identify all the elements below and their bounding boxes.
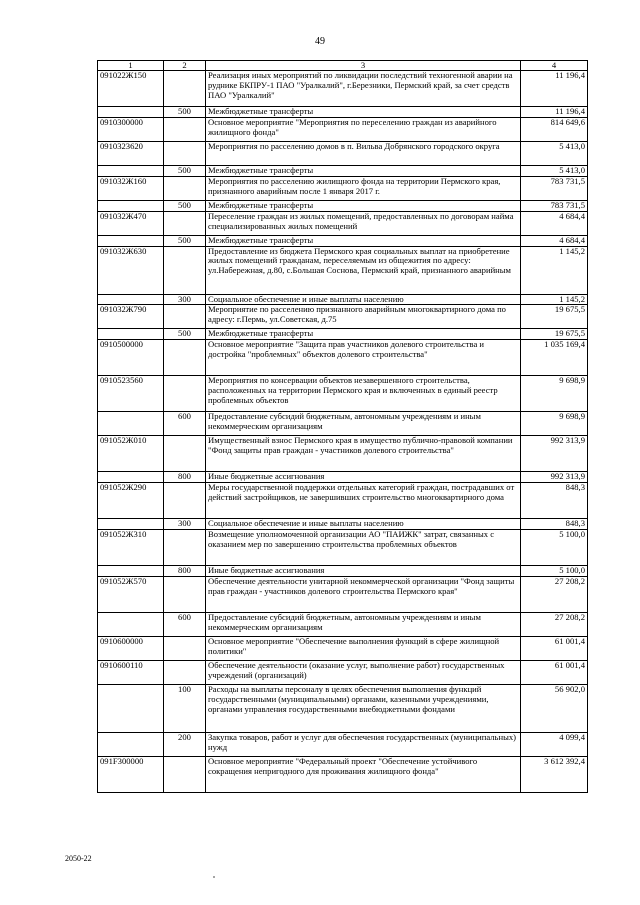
table-row bbox=[98, 71, 588, 107]
row-code: 0910523560 bbox=[98, 376, 164, 412]
row-amount: 848,3 bbox=[521, 483, 588, 519]
row-description: Мероприятия по расселению жилищного фонда на территории Пермского края, признанного аварийным после 1 января 2017 г. bbox=[206, 176, 521, 200]
row-code bbox=[98, 412, 164, 436]
table-row bbox=[98, 612, 588, 636]
row-expense-type bbox=[164, 71, 206, 107]
row-amount: 4 099,4 bbox=[521, 732, 588, 756]
row-expense-type bbox=[164, 436, 206, 472]
budget-table bbox=[97, 60, 588, 793]
row-code: 0910323620 bbox=[98, 141, 164, 165]
row-expense-type bbox=[164, 576, 206, 612]
row-code: 091052Ж570 bbox=[98, 576, 164, 612]
row-expense-type bbox=[164, 176, 206, 200]
row-amount: 783 731,5 bbox=[521, 176, 588, 200]
table-row bbox=[98, 329, 588, 340]
row-expense-type bbox=[164, 305, 206, 329]
table-row bbox=[98, 756, 588, 792]
row-amount: 783 731,5 bbox=[521, 200, 588, 211]
table-row bbox=[98, 246, 588, 294]
row-amount: 56 902,0 bbox=[521, 684, 588, 732]
row-code: 091032Ж470 bbox=[98, 211, 164, 235]
row-expense-type: 500 bbox=[164, 165, 206, 176]
table-row bbox=[98, 412, 588, 436]
table-row bbox=[98, 294, 588, 305]
row-code bbox=[98, 684, 164, 732]
row-amount: 992 313,9 bbox=[521, 472, 588, 483]
row-code bbox=[98, 107, 164, 118]
table-row bbox=[98, 235, 588, 246]
header-col-2: 2 bbox=[164, 61, 206, 71]
row-expense-type: 600 bbox=[164, 612, 206, 636]
row-expense-type: 500 bbox=[164, 329, 206, 340]
row-description: Мероприятие по расселению признанного аварийным многоквартирного дома по адресу: г.Пермь, ул.Советская, д.75 bbox=[206, 305, 521, 329]
row-description: Обеспечение деятельности (оказание услуг, выполнение работ) государственных учреждений (организаций) bbox=[206, 660, 521, 684]
row-code: 091052Ж010 bbox=[98, 436, 164, 472]
row-description: Межбюджетные трансферты bbox=[206, 235, 521, 246]
row-description: Обеспечение деятельности унитарной некоммерческой организации "Фонд защиты прав граждан - участников долевого строительства Пермского края" bbox=[206, 576, 521, 612]
row-amount: 11 196,4 bbox=[521, 71, 588, 107]
row-code bbox=[98, 200, 164, 211]
row-description: Основное мероприятие "Обеспечение выполнения функций в сфере жилищной политики" bbox=[206, 636, 521, 660]
table-row bbox=[98, 305, 588, 329]
row-description: Социальное обеспечение и иные выплаты населению bbox=[206, 294, 521, 305]
row-code bbox=[98, 329, 164, 340]
row-expense-type: 500 bbox=[164, 235, 206, 246]
header-col-3: 3 bbox=[206, 61, 521, 71]
row-expense-type bbox=[164, 483, 206, 519]
row-description: Основное мероприятие "Мероприятия по переселению граждан из аварийного жилищного фонда" bbox=[206, 117, 521, 141]
row-description: Предоставление из бюджета Пермского края социальных выплат на приобретение жилых помещений гражданам, переселяемым из общежития по адресу: ул.Набережная, д.80, с.Большая Соснова, Пермский край, признанного аварийным bbox=[206, 246, 521, 294]
table-body bbox=[98, 71, 588, 793]
table-row bbox=[98, 483, 588, 519]
table-row bbox=[98, 176, 588, 200]
row-code bbox=[98, 566, 164, 577]
table-row bbox=[98, 636, 588, 660]
table-row bbox=[98, 376, 588, 412]
header-row bbox=[98, 61, 588, 71]
row-code: 091022Ж150 bbox=[98, 71, 164, 107]
row-description: Иные бюджетные ассигнования bbox=[206, 566, 521, 577]
row-description: Меры государственной поддержки отдельных категорий граждан, пострадавших от действий застройщиков, не завершивших строительство многоквартирного дома bbox=[206, 483, 521, 519]
row-expense-type: 500 bbox=[164, 200, 206, 211]
row-code: 091052Ж310 bbox=[98, 530, 164, 566]
row-amount: 5 100,0 bbox=[521, 566, 588, 577]
row-expense-type bbox=[164, 756, 206, 792]
row-amount: 5 413,0 bbox=[521, 141, 588, 165]
row-description: Социальное обеспечение и иные выплаты населению bbox=[206, 519, 521, 530]
row-expense-type bbox=[164, 530, 206, 566]
row-amount: 1 145,2 bbox=[521, 294, 588, 305]
table-row bbox=[98, 472, 588, 483]
row-description: Межбюджетные трансферты bbox=[206, 200, 521, 211]
row-expense-type bbox=[164, 636, 206, 660]
row-description: Основное мероприятие "Федеральный проект "Обеспечение устойчивого сокращения непригодного для проживания жилищного фонда" bbox=[206, 756, 521, 792]
table-row bbox=[98, 141, 588, 165]
row-amount: 5 413,0 bbox=[521, 165, 588, 176]
row-amount: 3 612 392,4 bbox=[521, 756, 588, 792]
row-description: Имущественный взнос Пермского края в имущество публично-правовой компании "Фонд защиты прав граждан - участников долевого строительства" bbox=[206, 436, 521, 472]
row-expense-type bbox=[164, 660, 206, 684]
row-amount: 4 684,4 bbox=[521, 211, 588, 235]
row-amount: 5 100,0 bbox=[521, 530, 588, 566]
row-amount: 848,3 bbox=[521, 519, 588, 530]
table-row bbox=[98, 684, 588, 732]
row-amount: 992 313,9 bbox=[521, 436, 588, 472]
row-amount: 814 649,6 bbox=[521, 117, 588, 141]
footer-code: 2050-22 bbox=[65, 854, 92, 863]
row-amount: 1 035 169,4 bbox=[521, 340, 588, 376]
page-number: 49 bbox=[315, 36, 325, 47]
table-row bbox=[98, 340, 588, 376]
row-code bbox=[98, 472, 164, 483]
row-amount: 19 675,5 bbox=[521, 305, 588, 329]
table-row bbox=[98, 519, 588, 530]
row-description: Реализация иных мероприятий по ликвидации последствий техногенной аварии на руднике БКПРУ-1 ПАО "Уралкалий", г.Березники, Пермский край, за счет средств ПАО "Уралкалий" bbox=[206, 71, 521, 107]
table-row bbox=[98, 576, 588, 612]
row-code: 091032Ж160 bbox=[98, 176, 164, 200]
row-description: Предоставление субсидий бюджетным, автономным учреждениям и иным некоммерческим организациям bbox=[206, 412, 521, 436]
row-code: 091F300000 bbox=[98, 756, 164, 792]
row-description: Предоставление субсидий бюджетным, автономным учреждениям и иным некоммерческим организациям bbox=[206, 612, 521, 636]
header-col-4: 4 bbox=[521, 61, 588, 71]
row-description: Основное мероприятие "Защита прав участников долевого строительства и достройка "проблемных" объектов долевого строительства" bbox=[206, 340, 521, 376]
row-amount: 9 698,9 bbox=[521, 376, 588, 412]
row-expense-type bbox=[164, 211, 206, 235]
row-expense-type bbox=[164, 376, 206, 412]
row-code: 091032Ж630 bbox=[98, 246, 164, 294]
table-row bbox=[98, 660, 588, 684]
row-amount: 61 001,4 bbox=[521, 660, 588, 684]
table-row bbox=[98, 530, 588, 566]
row-description: Мероприятия по консервации объектов незавершенного строительства, расположенных на территории Пермского края и включенных в единый реестр проблемных объектов bbox=[206, 376, 521, 412]
row-code: 0910600000 bbox=[98, 636, 164, 660]
row-amount: 61 001,4 bbox=[521, 636, 588, 660]
row-expense-type: 300 bbox=[164, 519, 206, 530]
table-row bbox=[98, 117, 588, 141]
row-amount: 27 208,2 bbox=[521, 612, 588, 636]
row-code bbox=[98, 294, 164, 305]
row-description: Расходы на выплаты персоналу в целях обеспечения выполнения функций государственными (муниципальными) органами, казенными учреждениями, органами управления государственными внебюджетными фондами bbox=[206, 684, 521, 732]
row-code: 0910500000 bbox=[98, 340, 164, 376]
row-expense-type: 200 bbox=[164, 732, 206, 756]
table-row bbox=[98, 436, 588, 472]
row-description: Закупка товаров, работ и услуг для обеспечения государственных (муниципальных) нужд bbox=[206, 732, 521, 756]
table-row bbox=[98, 107, 588, 118]
row-expense-type: 800 bbox=[164, 472, 206, 483]
row-amount: 4 684,4 bbox=[521, 235, 588, 246]
row-description: Переселение граждан из жилых помещений, предоставленных по договорам найма специализированных жилых помещений bbox=[206, 211, 521, 235]
row-code: 0910300000 bbox=[98, 117, 164, 141]
row-description: Межбюджетные трансферты bbox=[206, 107, 521, 118]
header-col-1: 1 bbox=[98, 61, 164, 71]
row-code bbox=[98, 165, 164, 176]
row-description: Межбюджетные трансферты bbox=[206, 165, 521, 176]
row-expense-type bbox=[164, 141, 206, 165]
table-row bbox=[98, 566, 588, 577]
row-amount: 1 145,2 bbox=[521, 246, 588, 294]
row-description: Возмещение уполномоченной организации АО "ПАИЖК" затрат, связанных с оказанием мер по завершению строительства проблемных объектов bbox=[206, 530, 521, 566]
row-expense-type: 300 bbox=[164, 294, 206, 305]
table-row bbox=[98, 732, 588, 756]
row-expense-type bbox=[164, 246, 206, 294]
row-expense-type: 600 bbox=[164, 412, 206, 436]
row-description: Межбюджетные трансферты bbox=[206, 329, 521, 340]
row-code: 091032Ж790 bbox=[98, 305, 164, 329]
row-amount: 27 208,2 bbox=[521, 576, 588, 612]
row-expense-type: 800 bbox=[164, 566, 206, 577]
row-code: 0910600110 bbox=[98, 660, 164, 684]
row-expense-type: 500 bbox=[164, 107, 206, 118]
row-amount: 11 196,4 bbox=[521, 107, 588, 118]
row-expense-type bbox=[164, 117, 206, 141]
table-row bbox=[98, 165, 588, 176]
row-expense-type: 100 bbox=[164, 684, 206, 732]
row-code bbox=[98, 612, 164, 636]
row-description: Иные бюджетные ассигнования bbox=[206, 472, 521, 483]
row-amount: 9 698,9 bbox=[521, 412, 588, 436]
row-description: Мероприятия по расселению домов в п. Вильва Добрянского городского округа bbox=[206, 141, 521, 165]
row-amount: 19 675,5 bbox=[521, 329, 588, 340]
row-code bbox=[98, 519, 164, 530]
row-code: 091052Ж290 bbox=[98, 483, 164, 519]
row-code bbox=[98, 235, 164, 246]
row-code bbox=[98, 732, 164, 756]
row-expense-type bbox=[164, 340, 206, 376]
table-row bbox=[98, 200, 588, 211]
table-row bbox=[98, 211, 588, 235]
scan-speck bbox=[213, 876, 215, 878]
